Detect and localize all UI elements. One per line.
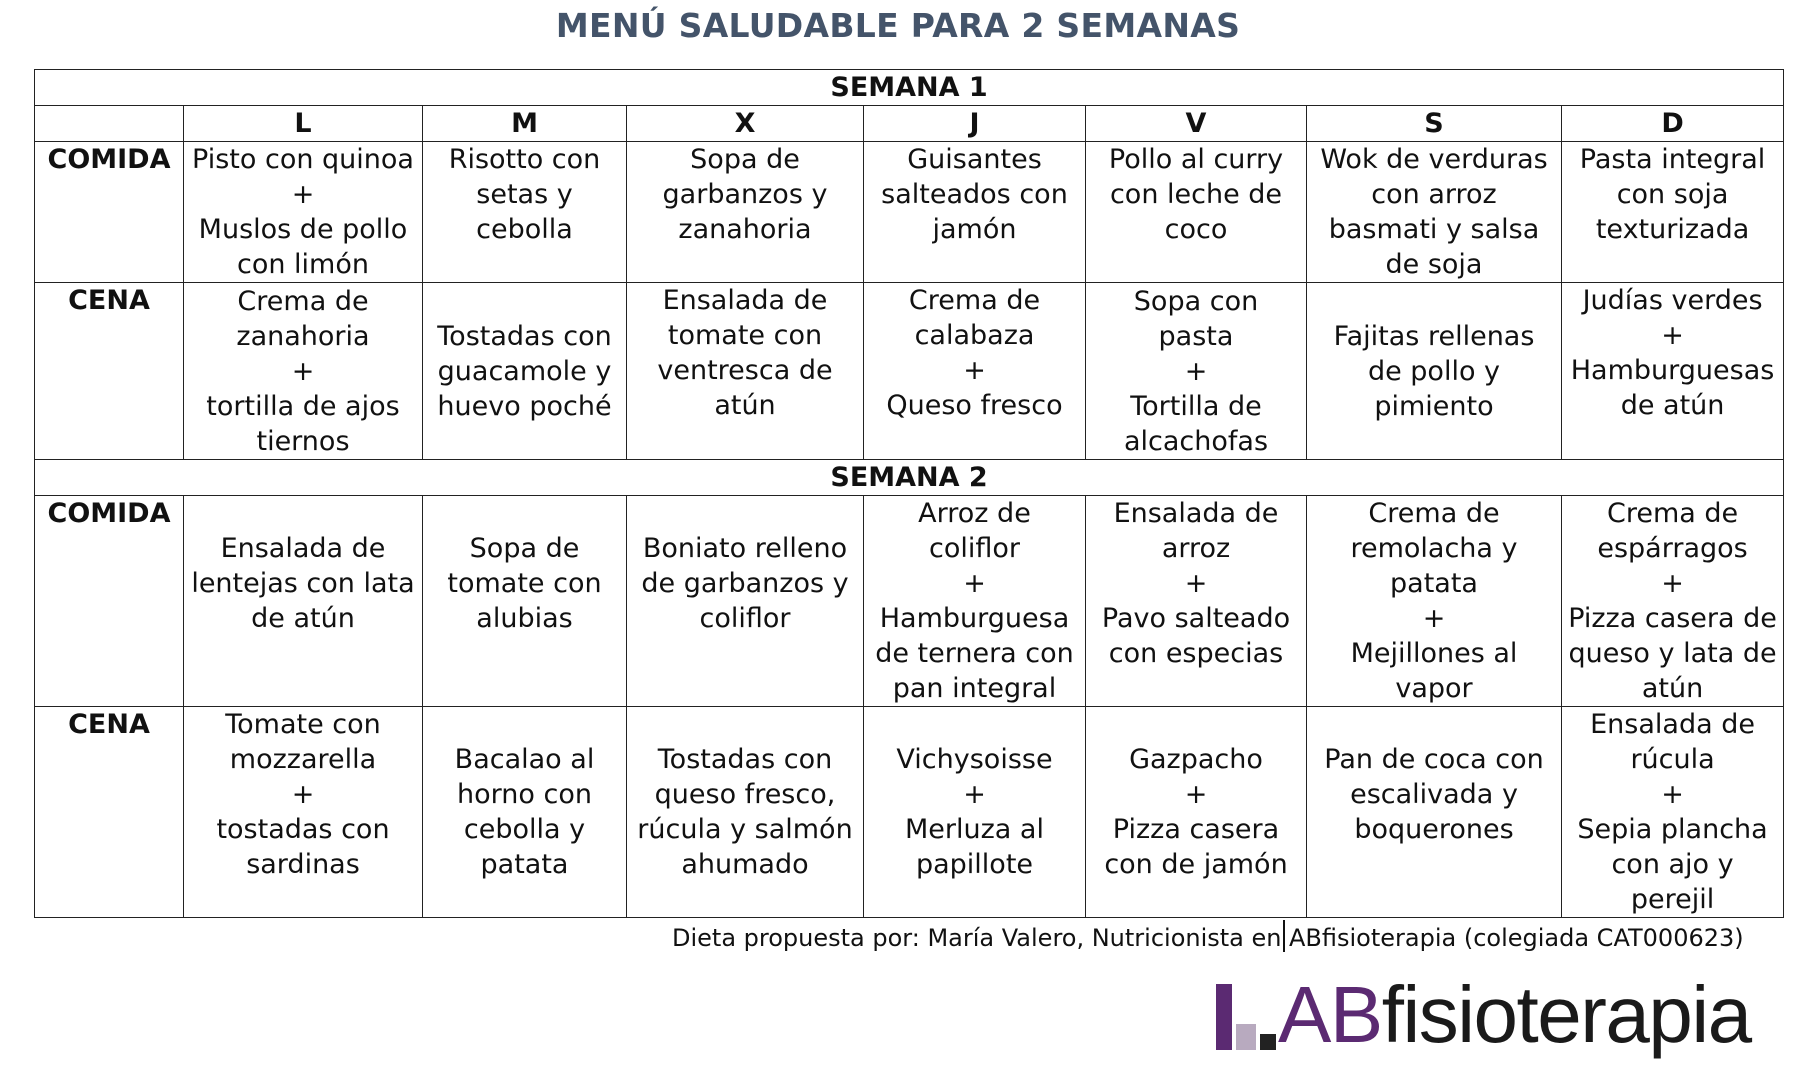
meal-text: Pasta integral con soja texturizada bbox=[1579, 144, 1766, 245]
meal-cell bbox=[184, 707, 423, 918]
credit-prefix: Dieta propuesta por: María Valero, Nutricionista en bbox=[672, 924, 1282, 952]
week-2-label: SEMANA 2 bbox=[35, 460, 1784, 496]
meal-cell bbox=[1086, 496, 1307, 707]
meal-text: Pisto con quinoa + Muslos de pollo con limón bbox=[192, 144, 414, 280]
meal-cell bbox=[423, 283, 627, 460]
meal-text: Judías verdes + Hamburguesas de atún bbox=[1570, 285, 1775, 421]
logo-wordmark bbox=[1278, 970, 1751, 1060]
meal-cell bbox=[1307, 496, 1562, 707]
meal-text: Guisantes salteados con jamón bbox=[881, 144, 1068, 245]
meal-row-label: CENA bbox=[35, 707, 184, 918]
meal-cell bbox=[1562, 707, 1784, 918]
meal-cell bbox=[864, 496, 1086, 707]
meal-cell bbox=[423, 496, 627, 707]
meal-text: Ensalada de tomate con ventresca de atún bbox=[657, 285, 833, 421]
logo-text-fisioterapia: fisioterapia bbox=[1381, 970, 1751, 1059]
day-header: M bbox=[423, 106, 627, 142]
meal-cell bbox=[184, 142, 423, 283]
day-header: L bbox=[184, 106, 423, 142]
meal-cell bbox=[627, 283, 864, 460]
meal-text: Sopa con pasta + Tortilla de alcachofas bbox=[1123, 285, 1269, 457]
meal-cell bbox=[627, 142, 864, 283]
meal-cell bbox=[184, 283, 423, 460]
meal-text: Boniato relleno de garbanzos y coliflor bbox=[641, 533, 849, 634]
page-title: MENÚ SALUDABLE PARA 2 SEMANAS bbox=[555, 6, 1241, 45]
meal-cell bbox=[1562, 496, 1784, 707]
meal-text: Tomate con mozzarella + tostadas con sardinas bbox=[216, 709, 390, 880]
meal-text: Crema de espárragos + Pizza casera de queso y lata de atún bbox=[1568, 498, 1777, 704]
meal-cell bbox=[1307, 283, 1562, 460]
meal-cell bbox=[184, 496, 423, 707]
meal-text: Tostadas con guacamole y huevo poché bbox=[437, 320, 612, 422]
meal-cell bbox=[1086, 283, 1307, 460]
meal-cell bbox=[423, 707, 627, 918]
meal-text: Vichysoisse + Merluza al papillote bbox=[896, 744, 1053, 880]
logo-text-ab: AB bbox=[1278, 970, 1382, 1059]
meal-text: Pan de coca con escalivada y boquerones bbox=[1324, 744, 1544, 845]
day-header: D bbox=[1562, 106, 1784, 142]
meal-cell bbox=[1307, 142, 1562, 283]
meal-text: Arroz de coliflor + Hamburguesa de ternera con pan integral bbox=[875, 498, 1074, 704]
meal-cell bbox=[423, 142, 627, 283]
meal-cell bbox=[1562, 283, 1784, 460]
week-2-header-row bbox=[35, 460, 1784, 496]
meal-cell bbox=[627, 707, 864, 918]
meal-text: Crema de calabaza + Queso fresco bbox=[886, 285, 1063, 421]
meal-cell bbox=[864, 142, 1086, 283]
meal-row-label: COMIDA bbox=[35, 142, 184, 283]
menu-table bbox=[34, 69, 1784, 918]
credit-divider bbox=[1283, 920, 1285, 952]
meal-row bbox=[35, 142, 1784, 283]
meal-cell bbox=[864, 283, 1086, 460]
meal-text: Sopa de tomate con alubias bbox=[447, 533, 602, 634]
meal-text: Tostadas con queso fresco, rúcula y salmón ahumado bbox=[637, 744, 853, 880]
day-header: X bbox=[627, 106, 864, 142]
meal-cell bbox=[1086, 142, 1307, 283]
day-header: S bbox=[1307, 106, 1562, 142]
meal-text: Crema de zanahoria + tortilla de ajos tiernos bbox=[206, 285, 400, 457]
meal-text: Ensalada de rúcula + Sepia plancha con ajo y perejil bbox=[1577, 709, 1768, 915]
meal-text: Fajitas rellenas de pollo y pimiento bbox=[1333, 320, 1535, 422]
meal-text: Sopa de garbanzos y zanahoria bbox=[662, 144, 828, 245]
meal-text: Pollo al curry con leche de coco bbox=[1108, 144, 1284, 245]
logo-bars-icon bbox=[1216, 984, 1278, 1050]
meal-cell bbox=[1562, 142, 1784, 283]
meal-cell bbox=[1307, 707, 1562, 918]
meal-text: Crema de remolacha y patata + Mejillones al vapor bbox=[1350, 498, 1518, 704]
meal-text: Wok de verduras con arroz basmati y salsa de soja bbox=[1320, 144, 1548, 280]
days-header-row bbox=[35, 106, 1784, 142]
week-1-label: SEMANA 1 bbox=[35, 70, 1784, 106]
credit-line bbox=[672, 920, 1744, 952]
meal-row bbox=[35, 283, 1784, 460]
day-header: V bbox=[1086, 106, 1307, 142]
meal-cell bbox=[627, 496, 864, 707]
day-header: J bbox=[864, 106, 1086, 142]
week-1-header-row bbox=[35, 70, 1784, 106]
meal-text: Gazpacho + Pizza casera con de jamón bbox=[1104, 744, 1288, 880]
meal-row bbox=[35, 496, 1784, 707]
meal-text: Risotto con setas y cebolla bbox=[448, 144, 601, 245]
meal-text: Ensalada de arroz + Pavo salteado con especias bbox=[1101, 498, 1291, 669]
corner-cell bbox=[35, 106, 184, 142]
abfisioterapia-logo bbox=[1216, 970, 1776, 1059]
meal-row-label: CENA bbox=[35, 283, 184, 460]
meal-row bbox=[35, 707, 1784, 918]
meal-text: Bacalao al horno con cebolla y patata bbox=[454, 744, 595, 880]
meal-row-label: COMIDA bbox=[35, 496, 184, 707]
credit-suffix: ABfisioterapia (colegiada CAT000623) bbox=[1288, 924, 1744, 952]
meal-text: Ensalada de lentejas con lata de atún bbox=[191, 533, 415, 634]
meal-cell bbox=[1086, 707, 1307, 918]
meal-cell bbox=[864, 707, 1086, 918]
